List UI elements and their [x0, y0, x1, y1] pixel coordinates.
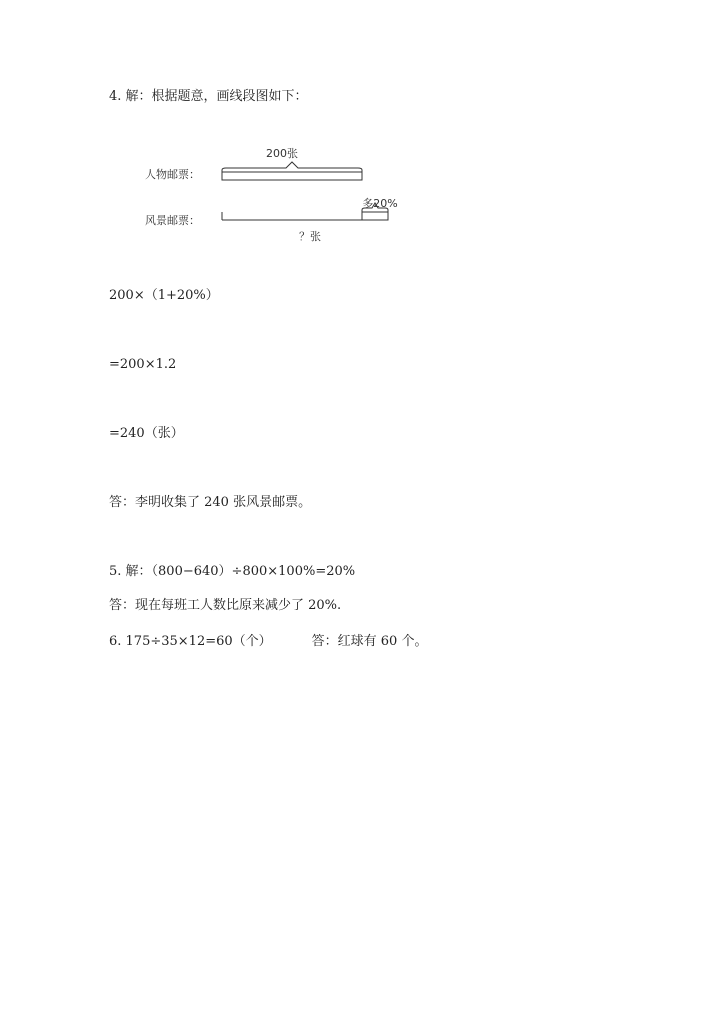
q4-step1: 200×（1+20%）: [109, 288, 219, 303]
q5-solution: 5. 解：（800−640）÷800×100%=20%: [109, 564, 356, 579]
row1-brace: [222, 162, 362, 172]
q6-row: [109, 634, 427, 650]
row2-extra-label: 多20%: [362, 197, 398, 210]
row1-label: 人物邮票：: [145, 168, 200, 181]
row1-bar: [222, 172, 362, 180]
q6-answer: 答：红球有 60 个。: [311, 634, 428, 649]
row1-brace-label: 200张: [266, 147, 298, 160]
q4-answer: 答：李明收集了 240 张风景邮票。: [109, 495, 312, 510]
line-segment-diagram: [140, 140, 420, 250]
q5-answer: 答：现在每班工人数比原来减少了 20%.: [109, 598, 342, 613]
row2-total-label: ？张: [299, 230, 321, 243]
q6-solution: 6. 175÷35×12=60（个）: [109, 634, 272, 649]
q4-intro: 4. 解：根据题意，画线段图如下：: [109, 89, 308, 104]
row2-extra-bar: [362, 212, 388, 220]
row2-label: 风景邮票：: [145, 214, 200, 227]
q4-step3: =240（张）: [109, 426, 184, 441]
q4-step2: =200×1.2: [109, 357, 177, 372]
